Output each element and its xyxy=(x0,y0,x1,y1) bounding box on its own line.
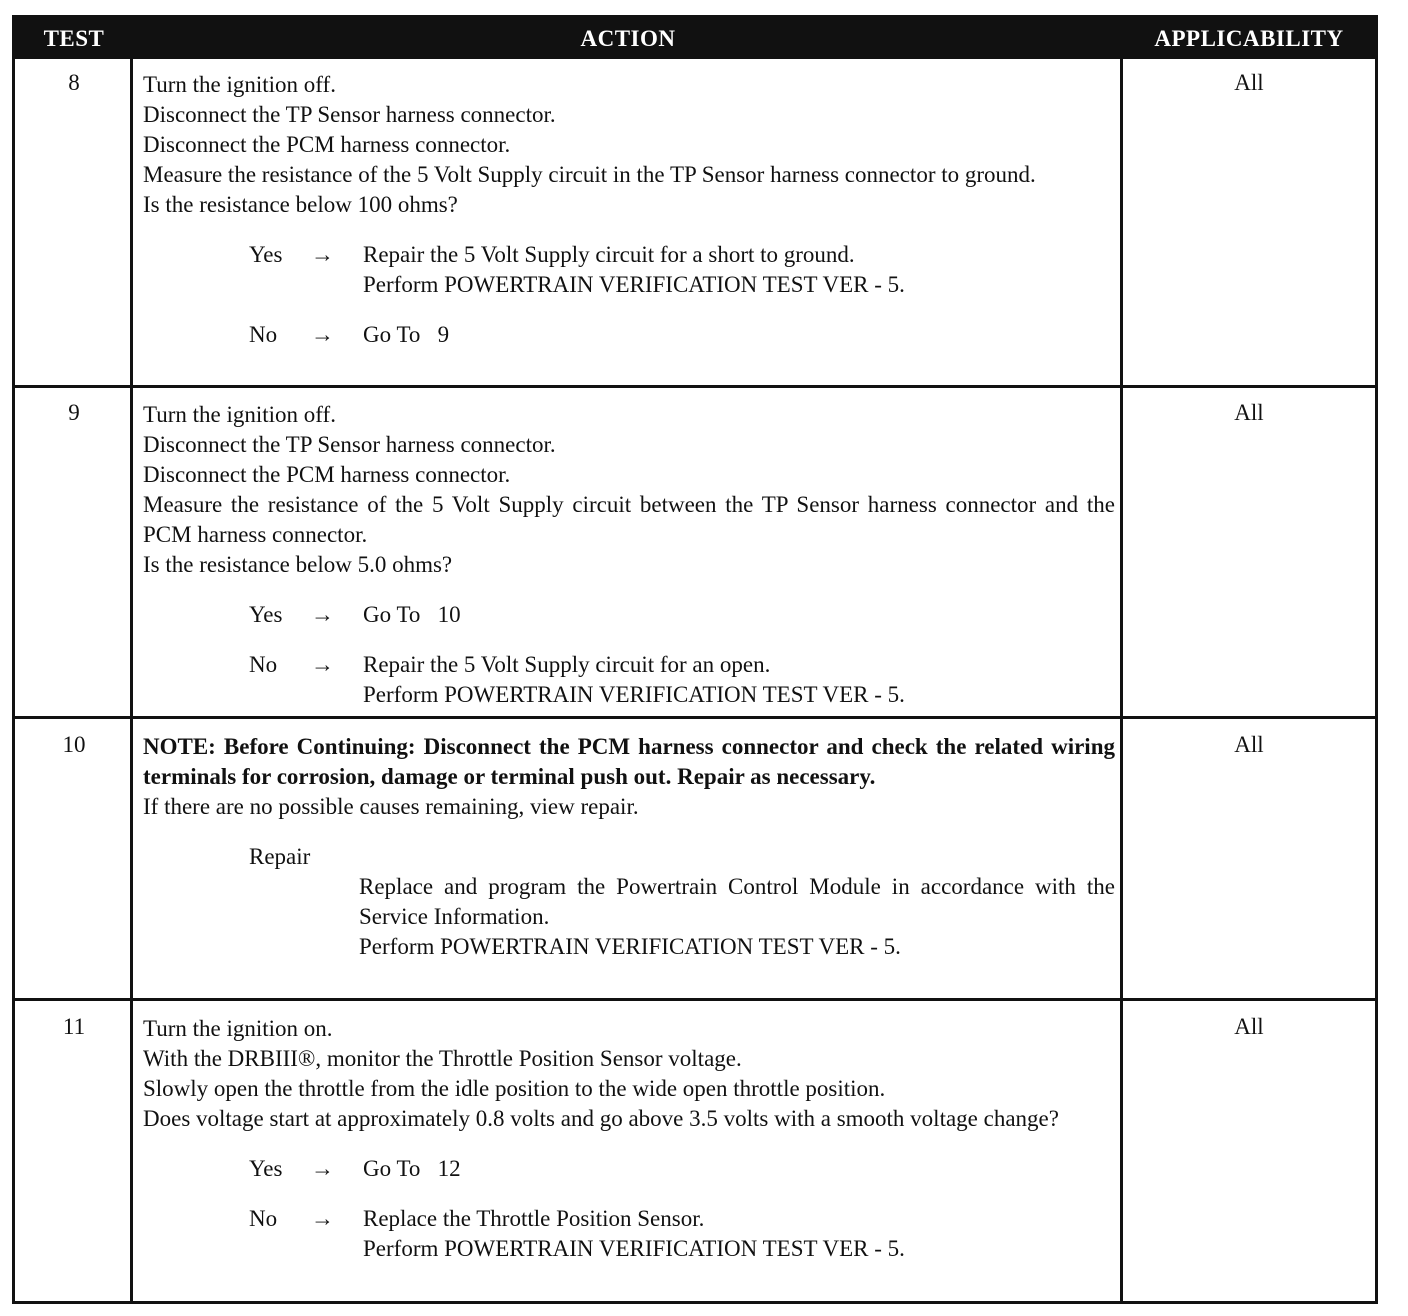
no-label: No xyxy=(249,1206,278,1231)
diagnostic-table xyxy=(12,15,1378,1304)
yes-result: Repair the 5 Volt Supply circuit for a short to ground. xyxy=(363,242,855,267)
table-header xyxy=(15,18,1375,59)
arrow-right-icon: → xyxy=(311,652,334,677)
yes-label: Yes xyxy=(249,1156,283,1181)
action-line: Is the resistance below 5.0 ohms? xyxy=(143,552,453,577)
test-number: 11 xyxy=(62,1014,86,1039)
no-branch-cont xyxy=(143,680,1115,710)
action-line: Slowly open the throttle from the idle position to the wide open throttle position. xyxy=(143,1076,886,1101)
repair-block xyxy=(143,872,1115,962)
arrow-right-icon: → xyxy=(311,602,334,627)
action-line: Disconnect the TP Sensor harness connector. xyxy=(143,102,556,127)
action-cell xyxy=(143,70,1115,350)
yes-label: Yes xyxy=(249,602,283,627)
column-divider xyxy=(1120,59,1123,1301)
no-result-2: Perform POWERTRAIN VERIFICATION TEST VER - 5. xyxy=(363,682,905,707)
repair-label: Repair xyxy=(249,844,311,869)
action-line: Turn the ignition off. xyxy=(143,402,336,427)
column-divider xyxy=(130,59,133,1301)
no-result: Repair the 5 Volt Supply circuit for an open. xyxy=(363,652,771,677)
no-label: No xyxy=(249,652,278,677)
test-number: 9 xyxy=(68,400,80,425)
action-line: Does voltage start at approximately 0.8 volts and go above 3.5 volts with a smooth voltage change? xyxy=(143,1106,1059,1131)
action-line: Disconnect the PCM harness connector. xyxy=(143,132,511,157)
repair-text-2: Perform POWERTRAIN VERIFICATION TEST VER - 5. xyxy=(359,934,901,959)
no-label: No xyxy=(249,322,278,347)
header-applicability: APPLICABILITY xyxy=(1154,26,1344,51)
action-line: Disconnect the TP Sensor harness connector. xyxy=(143,432,556,457)
action-line: Measure the resistance of the 5 Volt Supply circuit between the TP Sensor harness connector and the PCM harness connector. xyxy=(143,492,1115,547)
arrow-right-icon: → xyxy=(311,322,334,347)
action-cell xyxy=(143,732,1115,962)
header-test: TEST xyxy=(43,26,105,51)
no-result: Replace the Throttle Position Sensor. xyxy=(363,1206,705,1231)
repair-text: Replace and program the Powertrain Control Module in accordance with the Service Information. xyxy=(359,874,1115,929)
yes-branch-cont xyxy=(143,270,1115,300)
no-branch xyxy=(143,650,1115,680)
yes-branch xyxy=(143,240,1115,270)
test-number: 8 xyxy=(68,70,80,95)
action-line: Measure the resistance of the 5 Volt Supply circuit in the TP Sensor harness connector to ground. xyxy=(143,162,1036,187)
yes-result: Go To 12 xyxy=(363,1156,461,1181)
header-action: ACTION xyxy=(580,26,676,51)
yes-result-2: Perform POWERTRAIN VERIFICATION TEST VER - 5. xyxy=(363,272,905,297)
arrow-right-icon: → xyxy=(311,1156,334,1181)
yes-result: Go To 10 xyxy=(363,602,461,627)
action-line: Turn the ignition on. xyxy=(143,1016,333,1041)
row-divider xyxy=(15,385,1375,388)
action-line: Disconnect the PCM harness connector. xyxy=(143,462,511,487)
applicability-value: All xyxy=(1234,732,1264,757)
arrow-right-icon: → xyxy=(311,1206,334,1231)
yes-branch xyxy=(143,1154,1115,1184)
note-text: NOTE: Before Continuing: Disconnect the PCM harness connector and check the related wiring terminals for corrosion, damage or terminal push out. Repair as necessary. xyxy=(143,734,1115,789)
row-divider xyxy=(15,716,1375,719)
applicability-value: All xyxy=(1234,400,1264,425)
yes-label: Yes xyxy=(249,242,283,267)
no-branch xyxy=(143,1204,1115,1234)
yes-branch xyxy=(143,600,1115,630)
action-cell xyxy=(143,1014,1115,1264)
no-branch-cont xyxy=(143,1234,1115,1264)
action-line: If there are no possible causes remaining, view repair. xyxy=(143,794,639,819)
test-number: 10 xyxy=(62,732,86,757)
action-line: Is the resistance below 100 ohms? xyxy=(143,192,458,217)
action-line: Turn the ignition off. xyxy=(143,72,336,97)
no-result: Go To 9 xyxy=(363,322,450,347)
action-line: With the DRBIII®, monitor the Throttle Position Sensor voltage. xyxy=(143,1046,742,1071)
no-branch xyxy=(143,320,1115,350)
action-cell xyxy=(143,400,1115,710)
arrow-right-icon: → xyxy=(311,242,334,267)
applicability-value: All xyxy=(1234,70,1264,95)
applicability-value: All xyxy=(1234,1014,1264,1039)
no-result-2: Perform POWERTRAIN VERIFICATION TEST VER - 5. xyxy=(363,1236,905,1261)
row-divider xyxy=(15,998,1375,1001)
